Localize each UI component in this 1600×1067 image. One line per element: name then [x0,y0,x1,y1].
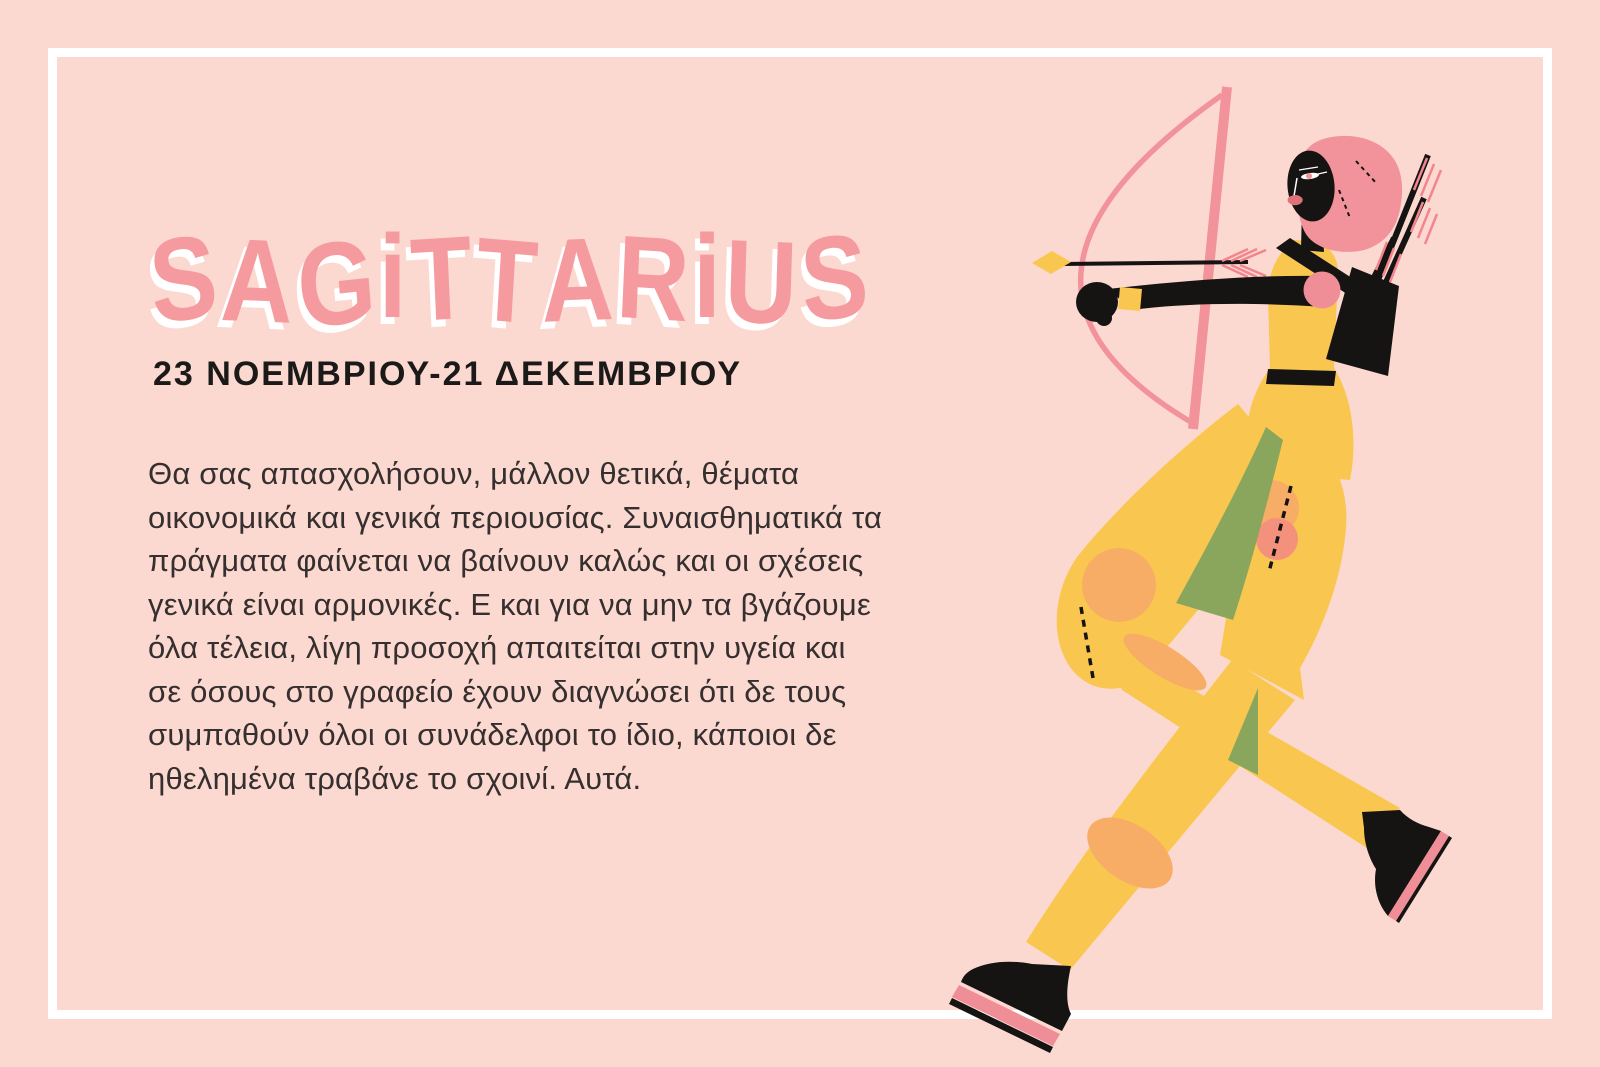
title-letter: S [144,208,227,350]
arrow [1032,249,1266,277]
eye [1306,173,1312,179]
title-letter: A [538,212,619,348]
title-letter: T [471,212,545,350]
title-letter: i [693,210,725,343]
date-range: 23 ΝΟΕΜΒΡΙΟΥ-21 ΔΕΚΕΜΒΡΙΟΥ [153,355,743,393]
title-letter: i [378,210,411,343]
arrowhead [1032,251,1071,274]
text-line: πράγματα φαίνεται να βαίνουν καλώς και οι σχέσεις [148,543,864,578]
shoulder-circle [1304,272,1341,309]
title-letter: R [614,210,697,348]
legs [1026,404,1400,970]
text-line: συμπαθούν όλοι οι συνάδελφοι το ίδιο, κάποιοι δε [148,717,837,752]
left-shoe [949,962,1071,1053]
knee-patch [1082,548,1156,622]
head [1284,136,1402,252]
bracelet [1118,287,1142,311]
title-letter: A [218,213,299,349]
title-letter: T [407,211,479,347]
text-line: σε όσους στο γραφείο έχουν διαγνώσει ότι δε τους [148,673,847,709]
text-line: όλα τέλεια, λίγη προσοχή απαιτείται στην υγεία και [148,630,846,665]
text-line: οικονομικά και γενικά περιουσίας. Συναισθηματικά τα [148,499,883,535]
title-letter: U [722,214,803,351]
right-shoe [1362,810,1452,923]
title-letter: G [292,213,384,354]
bow [1081,87,1227,429]
text-line: Θα σας απασχολήσουν, μάλλον θετικά, θέματα [148,456,800,491]
text-line: γενικά είναι αρμονικές. Ε και για να μην τα βγάζουμε [148,586,871,622]
title-letter: S [796,208,877,348]
text-line: ηθελημένα τραβάνε το σχοινί. Αυτά. [148,760,642,796]
belt [1266,369,1336,386]
